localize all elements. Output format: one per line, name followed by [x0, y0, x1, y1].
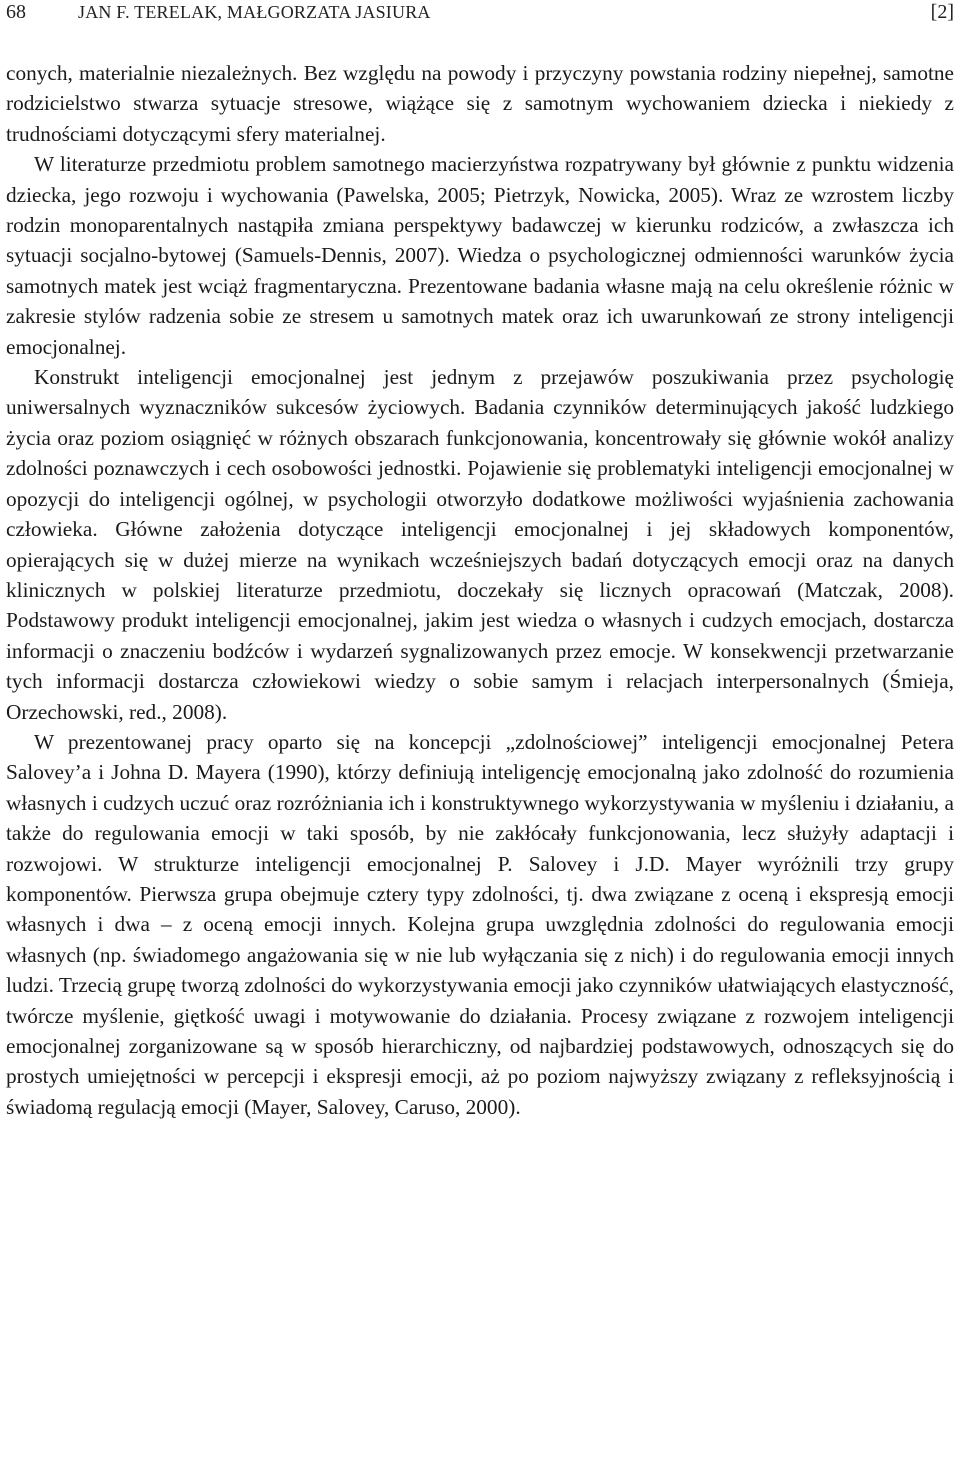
section-marker: [2]	[930, 1, 954, 23]
paragraph: W prezentowanej pracy oparto się na koncepcji „zdolnościowej” inteligencji emocjonalnej Petera Salovey’a i Johna D. Mayera (1990), którzy definiują inteligencję emocjonalną jako zdolność do rozumienia własnych i cudzych uczuć oraz rozróżniania ich i konstruktywnego wykorzystywania w myśleniu i działaniu, a także do regulowania emocji w taki sposób, by nie zakłócały funkcjonowania, lecz służyły adaptacji i rozwojowi. W strukturze inteligencji emocjonalnej P. Salovey i J.D. Mayer wyróżnili trzy grupy komponentów. Pierwsza grupa obejmuje cztery typy zdolności, tj. dwa związane z oceną i ekspresją emocji własnych i dwa – z oceną emocji innych. Kolejna grupa uwzględnia zdolności do regulowania emocji własnych (np. świadomego angażowania się w nie lub wyłączania się z nich) i do regulowania emocji innych ludzi. Trzecią grupę tworzą zdolności do wykorzystywania emocji jako czynników ułatwiających elastyczność, twórcze myślenie, giętkość uwagi i motywowanie do działania. Procesy związane z rozwojem inteligencji emocjonalnej zorganizowane są w sposób hierarchiczny, od najbardziej podstawowych, odnoszących się do prostych umiejętności w percepcji i ekspresji emocji, aż po poziom najwyższy związany z refleksyjnością i świadomą regulacją emocji (Mayer, Salovey, Caruso, 2000).	[6, 729, 955, 1119]
paragraph: Konstrukt inteligencji emocjonalnej jest jednym z przejawów poszukiwania przez psychologię uniwersalnych wyznaczników sukcesów życiowych. Badania czynników determinujących jakość ludzkiego życia oraz poziom osiągnięć w różnych obszarach funkcjonowania, koncentrowały się głównie wokół analizy zdolności poznawczych i cech osobowości jednostki. Pojawienie się problematyki inteligencji emocjonalnej w opozycji do inteligencji ogólnej, w psychologii otworzyło dodatkowe możliwości wyjaśnienia zachowania człowieka. Główne założenia dotyczące inteligencji emocjonalnej i jej składowych komponentów, opierających się w dużej mierze na wynikach wcześniejszych badań dotyczących emocji oraz na danych klinicznych w polskiej literaturze przedmiotu, doczekały się licznych opracowań (Matczak, 2008). Podstawowy produkt inteligencji emocjonalnej, jakim jest wiedza o własnych i cudzych emocjach, dostarcza informacji o znaczeniu bodźców i wydarzeń sygnalizowanych przez emocje. W konsekwencji przetwarzanie tych informacji dostarcza człowiekowi wiedzy o sobie samym i relacjach interpersonalnych (Śmieja, Orzechowski, red., 2008).	[6, 365, 954, 724]
running-header	[6, 0, 954, 24]
body-text	[6, 58, 954, 1122]
paragraph-continuation: conych, materialnie niezależnych. Bez względu na powody i przyczyny powstania rodziny niepełnej, samotne rodzicielstwo stwarza sytuacje stresowe, wiążące się z samotnym wychowaniem dziecka i niekiedy z trudnościami dotyczącymi sfery materialnej.	[6, 61, 954, 146]
page-number: 68	[6, 1, 26, 23]
paragraph: W literaturze przedmiotu problem samotnego macierzyństwa rozpatrywany był głównie z punktu widzenia dziecka, jego rozwoju i wychowania (Pawelska, 2005; Pietrzyk, Nowicka, 2005). Wraz ze wzrostem liczby rodzin monoparentalnych nastąpiła zmiana perspektywy badawczej w kierunku rodziców, a zwłaszcza ich sytuacji socjalno-bytowej (Samuels-Dennis, 2007). Wiedza o psychologicznej odmienności warunków życia samotnych matek jest wciąż fragmentaryczna. Prezentowane badania własne mają na celu określenie różnic w zakresie stylów radzenia sobie ze stresem u samotnych matek oraz ich uwarunkowań ze strony inteligencji emocjonalnej.	[6, 152, 954, 359]
running-header-authors: JAN F. TERELAK, MAŁGORZATA JASIURA	[78, 2, 431, 22]
document-page	[6, 0, 954, 1122]
